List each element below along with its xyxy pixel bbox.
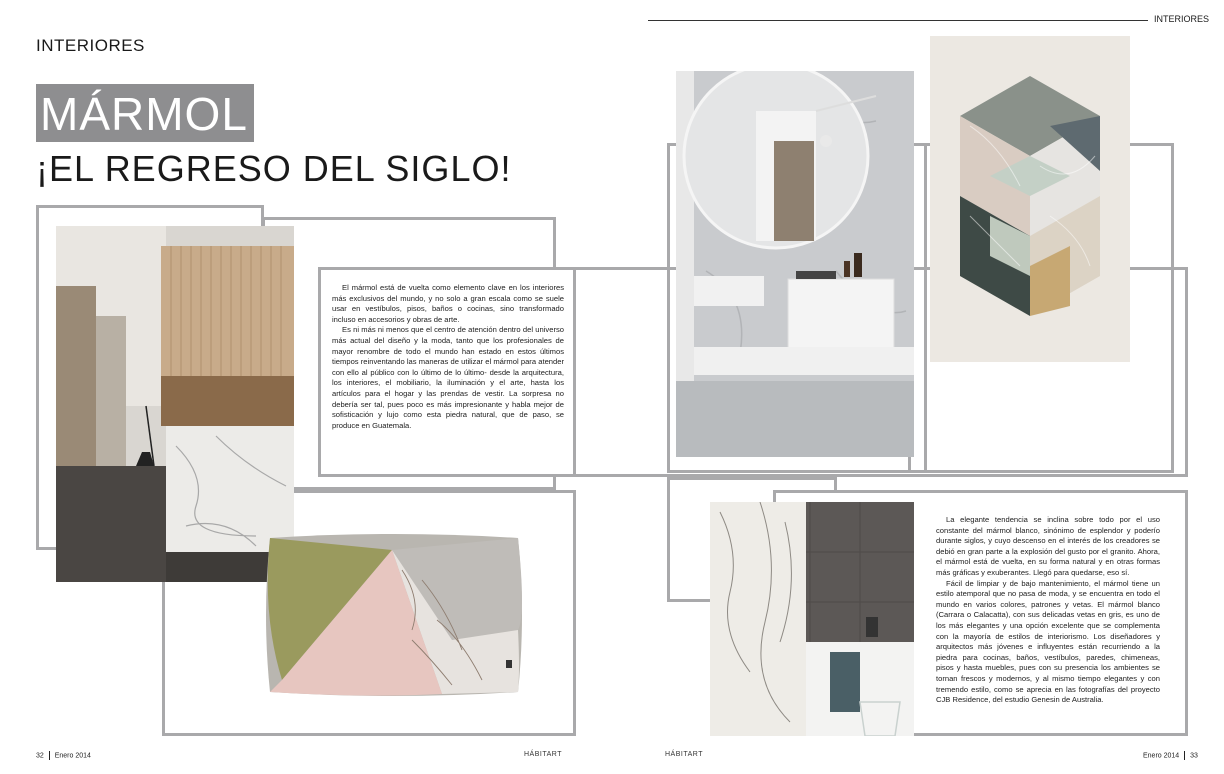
pillow-photo (262, 530, 526, 700)
bathroom-photo (676, 71, 914, 457)
pillow-illustration (262, 530, 526, 700)
footer-page-left: 32 (36, 752, 44, 760)
footer-date-right: Enero 2014 (1143, 752, 1180, 760)
article-text-left (332, 283, 564, 431)
kitchen-photo (56, 226, 294, 582)
article-text-right (936, 515, 1160, 706)
paragraph-right-2: Fácil de limpiar y de bajo mantenimiento, el mármol tiene un estilo atemporal que no pasa de moda, y se encuentra en todo el mundo en varios colores, patrones y vetas. El mármol blanco (Carrara o Calacatta), con sus delicadas vetas en gris, es uno de los más elegantes y una opción excelente que se complementa con la mayoría de estilos de interiorismo. Los diseñadores y arquitectos más jóvenes e influyentes están recurriendo a la piedra para cocinas, baños, vestíbulos, paredes, chimeneas, pisos y hasta muebles, pues con su presencia los ambientes se tornan frescos y modernos, y al mismo tiempo elegantes y con tremendo estilo, como se aprecia en las fotografías del proyecto CJB Residence, del estudio Genesin de Australia. (936, 578, 1160, 705)
paragraph-right-1: La elegante tendencia se inclina sobre todo por el uso constante del mármol blanco, sinónimo de esplendor y poderío durante siglos, y cuyo descenso en el interés de los creadores se debió en gran parte a la explosión del gusto por el granito. Ahora, el mármol está de vuelta, en su forma natural y en otras formas más gráficas y exuberantes. Llegó para quedarse, eso sí. (936, 515, 1160, 577)
section-label-right: INTERIORES (1154, 14, 1210, 24)
footer-date-left: Enero 2014 (54, 752, 91, 760)
shower-photo (710, 502, 914, 736)
footer-right (1143, 751, 1198, 760)
footer-brand-right: HÁBITART (665, 751, 703, 758)
section-label-left: INTERIORES (36, 36, 145, 55)
marble-hexagon-illustration (930, 36, 1130, 362)
page-title: MÁRMOL (40, 88, 248, 140)
header-rule (648, 20, 1148, 21)
footer-brand-left: HÁBITART (524, 751, 562, 758)
footer-page-right: 33 (1190, 752, 1198, 760)
bathroom-illustration (676, 71, 914, 457)
footer-left (36, 751, 91, 760)
paragraph-left-1: El mármol está de vuelta como elemento clave en los interiores más exclusivos del mundo, y no solo a gran escala como se suele usar en vestíbulos, pisos, baños o cocinas, sino transformado incluso en accesorios y obras de arte. (332, 283, 564, 324)
marble-art-photo (930, 36, 1130, 362)
paragraph-left-2: Es ni más ni menos que el centro de atención dentro del universo más actual del diseño y la moda, tanto que los profesionales de mayor renombre de todo el mundo han estado en estos últimos tiempos reinventando las maneras de utilizar el mármol para atender con ello al público con lo último de lo último- desde la arquitectura, los interiores, el mobiliario, la iluminación y el arte, hasta los artículos para el hogar y las prendas de vestir. La sorpresa no debería ser tal, pues poco es más impresionante y habla mejor de sofisticación y lujo como esta piedra natural, que de paso, se produce en Guatemala. (332, 325, 564, 430)
page-subtitle: ¡EL REGRESO DEL SIGLO! (36, 148, 512, 189)
kitchen-photo-illustration (56, 226, 294, 582)
shower-illustration (710, 502, 914, 736)
